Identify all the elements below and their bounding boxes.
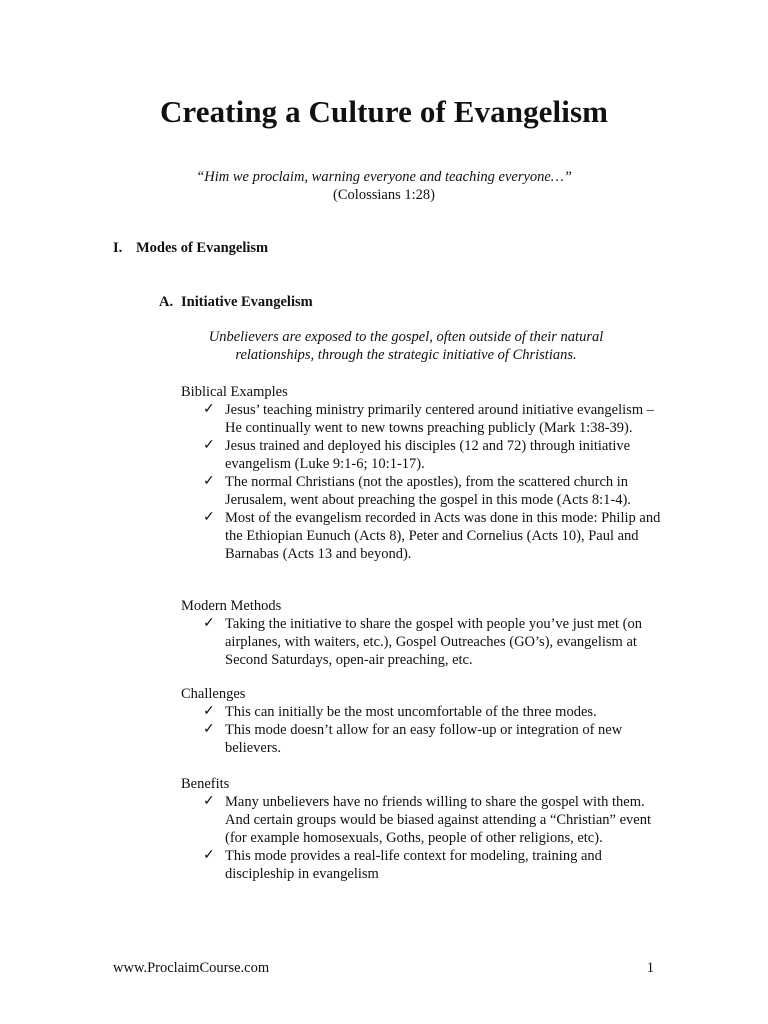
section-heading — [113, 240, 268, 257]
group-benefits — [181, 775, 661, 883]
epigraph-quote: “Him we proclaim, warning everyone and teaching everyone…” — [196, 169, 572, 185]
section-title: Modes of Evangelism — [136, 240, 269, 256]
list-item — [181, 473, 661, 509]
subsection-heading — [159, 294, 313, 311]
epigraph-reference: (Colossians 1:28) — [333, 187, 435, 203]
checkmark-icon: ✓ — [203, 794, 215, 809]
checkmark-icon: ✓ — [203, 616, 215, 631]
checkmark-icon: ✓ — [203, 848, 215, 863]
bullet-list — [181, 615, 661, 669]
list-item-text: Jesus’ teaching ministry primarily centered around initiative evangelism – He continually went to new towns preaching publicly (Mark 1:38-39). — [225, 402, 654, 436]
list-item — [181, 437, 661, 473]
list-item — [181, 793, 661, 847]
list-item-text: Jesus trained and deployed his disciples (12 and 72) through initiative evangelism (Luke 9:1-6; 10:1-17). — [225, 438, 631, 472]
list-item-text: The normal Christians (not the apostles), from the scattered church in Jerusalem, went about preaching the gospel in this mode (Acts 8:1-4). — [225, 474, 631, 508]
checkmark-icon: ✓ — [203, 438, 215, 453]
bullet-list — [181, 401, 661, 563]
group-heading: Modern Methods — [181, 598, 282, 614]
subsection-title: Initiative Evangelism — [181, 294, 313, 310]
footer-website: www.ProclaimCourse.com — [113, 960, 270, 976]
list-item — [181, 509, 661, 563]
list-item-text: This can initially be the most uncomfortable of the three modes. — [225, 704, 597, 720]
group-modern-methods — [181, 597, 661, 669]
list-item — [181, 703, 661, 721]
subsection-letter: A. — [159, 294, 174, 310]
group-heading: Benefits — [181, 776, 230, 792]
checkmark-icon: ✓ — [203, 722, 215, 737]
list-item-text: This mode provides a real-life context for modeling, training and discipleship in evangelism — [225, 848, 602, 882]
list-item — [181, 401, 661, 437]
group-heading: Challenges — [181, 686, 246, 702]
subsection-description: Unbelievers are exposed to the gospel, often outside of their natural relationships, through the strategic initiative of Christians. — [208, 329, 604, 363]
list-item-text: This mode doesn’t allow for an easy follow-up or integration of new believers. — [225, 722, 623, 756]
bullet-list — [181, 703, 661, 757]
bullet-list — [181, 793, 661, 883]
checkmark-icon: ✓ — [203, 510, 215, 525]
checkmark-icon: ✓ — [203, 474, 215, 489]
list-item — [181, 721, 661, 757]
group-challenges — [181, 685, 661, 757]
group-heading: Biblical Examples — [181, 384, 288, 400]
list-item-text: Taking the initiative to share the gospel with people you’ve just met (on airplanes, with waiters, etc.), Gospel Outreaches (GO’s), evangelism at Second Saturdays, open-air preaching, etc. — [225, 616, 642, 668]
page-number: 1 — [646, 960, 654, 976]
list-item — [181, 847, 661, 883]
group-biblical-examples — [181, 383, 661, 563]
checkmark-icon: ✓ — [203, 704, 215, 719]
section-number: I. — [113, 240, 123, 256]
list-item — [181, 615, 661, 669]
page-title: Creating a Culture of Evangelism — [159, 94, 609, 129]
list-item-text: Many unbelievers have no friends willing to share the gospel with them. And certain groups would be biased against attending a “Christian” event (for example homosexuals, Goths, people of other religions, etc). — [225, 794, 652, 846]
list-item-text: Most of the evangelism recorded in Acts was done in this mode: Philip and the Ethiopian Eunuch (Acts 8), Peter and Cornelius (Acts 10), Paul and Barnabas (Acts 13 and beyond). — [225, 510, 661, 562]
checkmark-icon: ✓ — [203, 402, 215, 417]
